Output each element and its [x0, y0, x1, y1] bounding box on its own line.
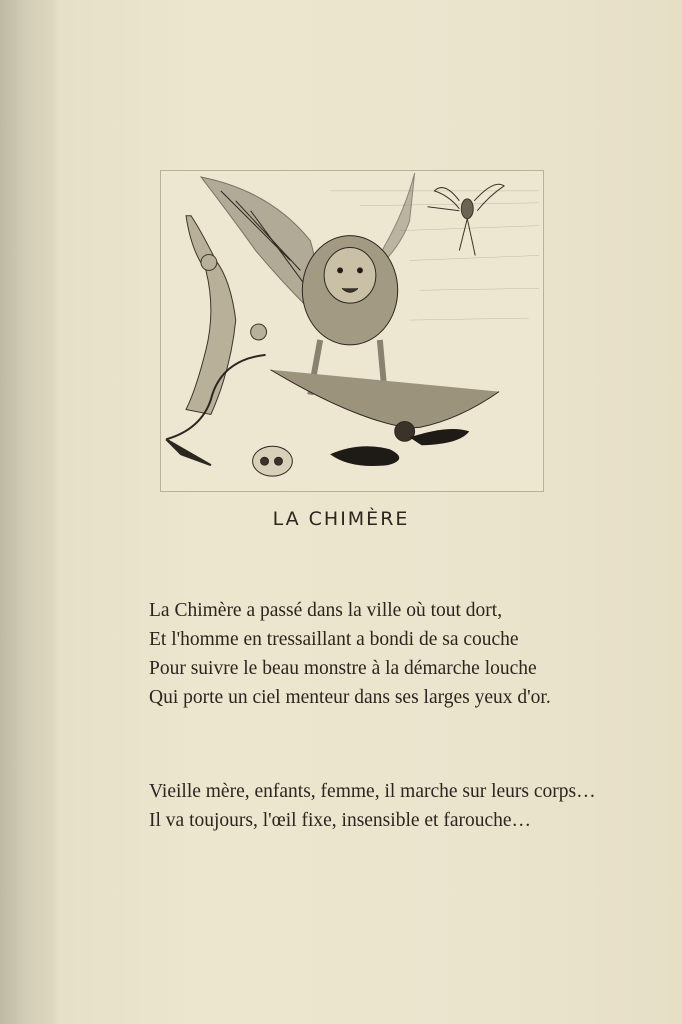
verse-line: Vieille mère, enfants, femme, il marche sur leurs corps… [149, 781, 596, 802]
skull [253, 446, 293, 476]
verse-line: Pour suivre le beau monstre à la démarche louche [149, 658, 537, 679]
verse-line: Il va toujours, l'œil fixe, insensible et farouche… [149, 810, 532, 831]
lion-body [302, 236, 397, 395]
stanza-1 [149, 596, 551, 712]
chimera-illustration [160, 170, 544, 492]
verse-line: La Chimère a passé dans la ville où tout dort, [149, 600, 503, 621]
stanza-2 [149, 777, 596, 835]
angel-figure [428, 184, 505, 255]
poem-title: LA CHIMÈRE [272, 508, 410, 530]
verse-line: Et l'homme en tressaillant a bondi de sa couche [149, 629, 519, 650]
engraving-drawing [161, 171, 543, 491]
verse-line: Qui porte un ciel menteur dans ses larges yeux d'or. [149, 687, 551, 708]
